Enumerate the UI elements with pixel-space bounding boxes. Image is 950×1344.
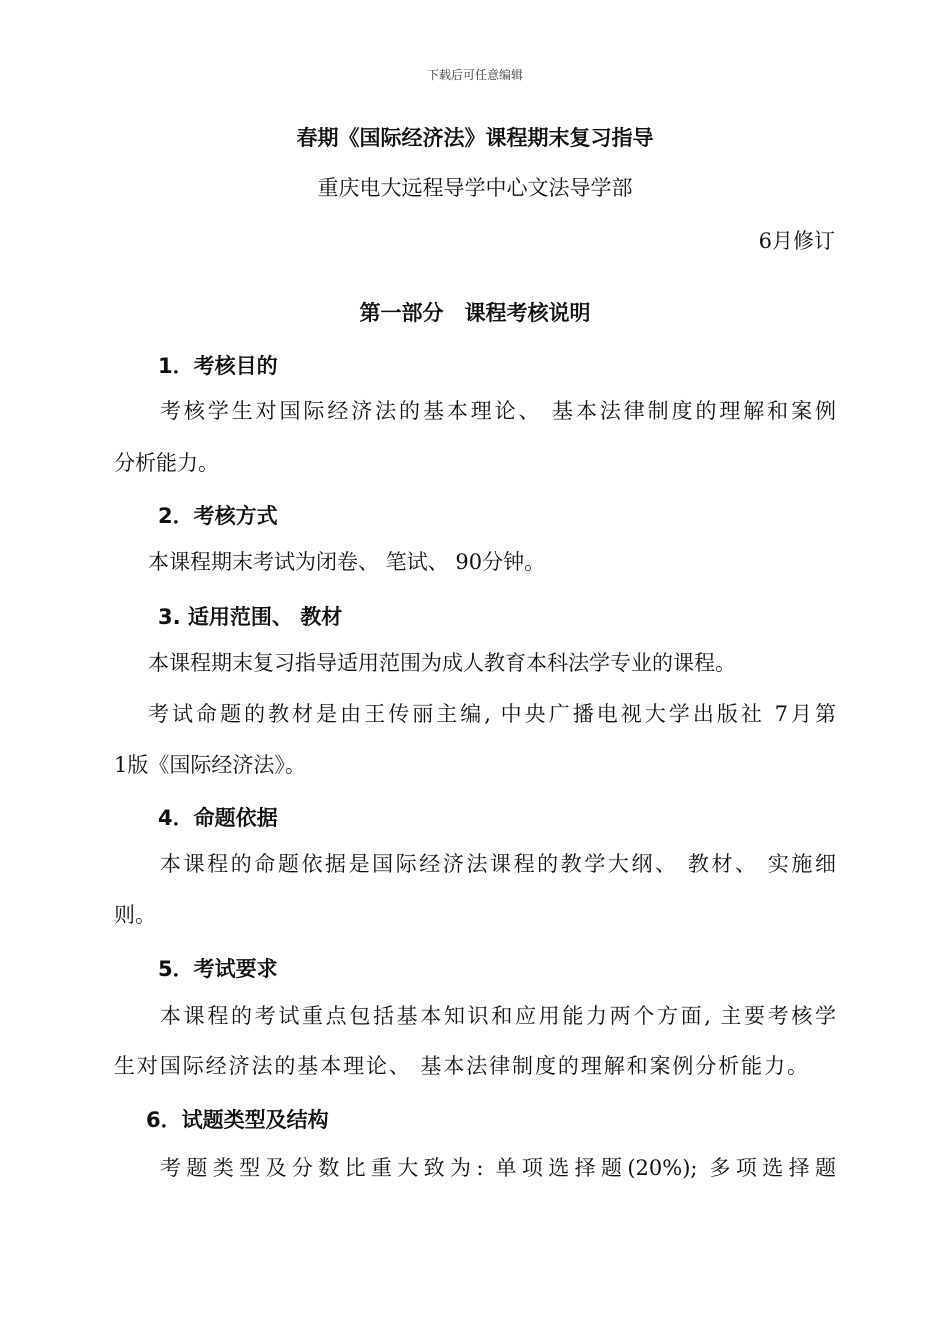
section-heading: 5．考试要求: [158, 957, 278, 981]
revision-date: 6月修订: [758, 229, 835, 253]
paragraph-line: 本课程期末考试为闭卷、 笔试、 90分钟。: [148, 550, 546, 574]
paragraph-line: 生对国际经济法的基本理论、 基本法律制度的理解和案例分析能力。: [114, 1054, 808, 1078]
paragraph-line: 分析能力。: [114, 451, 219, 475]
paragraph-line: 1版《国际经济法》。: [114, 753, 306, 777]
section-heading: 1．考核目的: [158, 354, 278, 378]
paragraph-line: 考试命题的教材是由王传丽主编, 中央广播电视大学出版社 7月第: [148, 702, 836, 726]
paragraph-line: 本课程的命题依据是国际经济法课程的教学大纲、 教材、 实施细: [160, 852, 836, 876]
section-heading: 3. 适用范围、 教材: [158, 605, 343, 629]
paragraph-line: 则。: [114, 903, 156, 927]
paragraph-line: 考核学生对国际经济法的基本理论、 基本法律制度的理解和案例: [160, 399, 836, 423]
section-heading: 2．考核方式: [158, 504, 278, 528]
section-heading: 4．命题依据: [158, 806, 278, 830]
document-subtitle: 重庆电大远程导学中心文法导学部: [317, 176, 633, 200]
section-heading: 6．试题类型及结构: [146, 1108, 329, 1132]
document-title: 春期《国际经济法》课程期末复习指导: [296, 126, 654, 150]
paragraph-line: 考题类型及分数比重大致为: 单项选择题(20%); 多项选择题: [160, 1156, 836, 1180]
part-title: 第一部分 课程考核说明: [359, 301, 591, 325]
paragraph-line: 本课程期末复习指导适用范围为成人教育本科法学专业的课程。: [148, 651, 736, 675]
paragraph-line: 本课程的考试重点包括基本知识和应用能力两个方面, 主要考核学: [160, 1004, 836, 1028]
header-note: 下载后可任意编辑: [426, 68, 523, 82]
